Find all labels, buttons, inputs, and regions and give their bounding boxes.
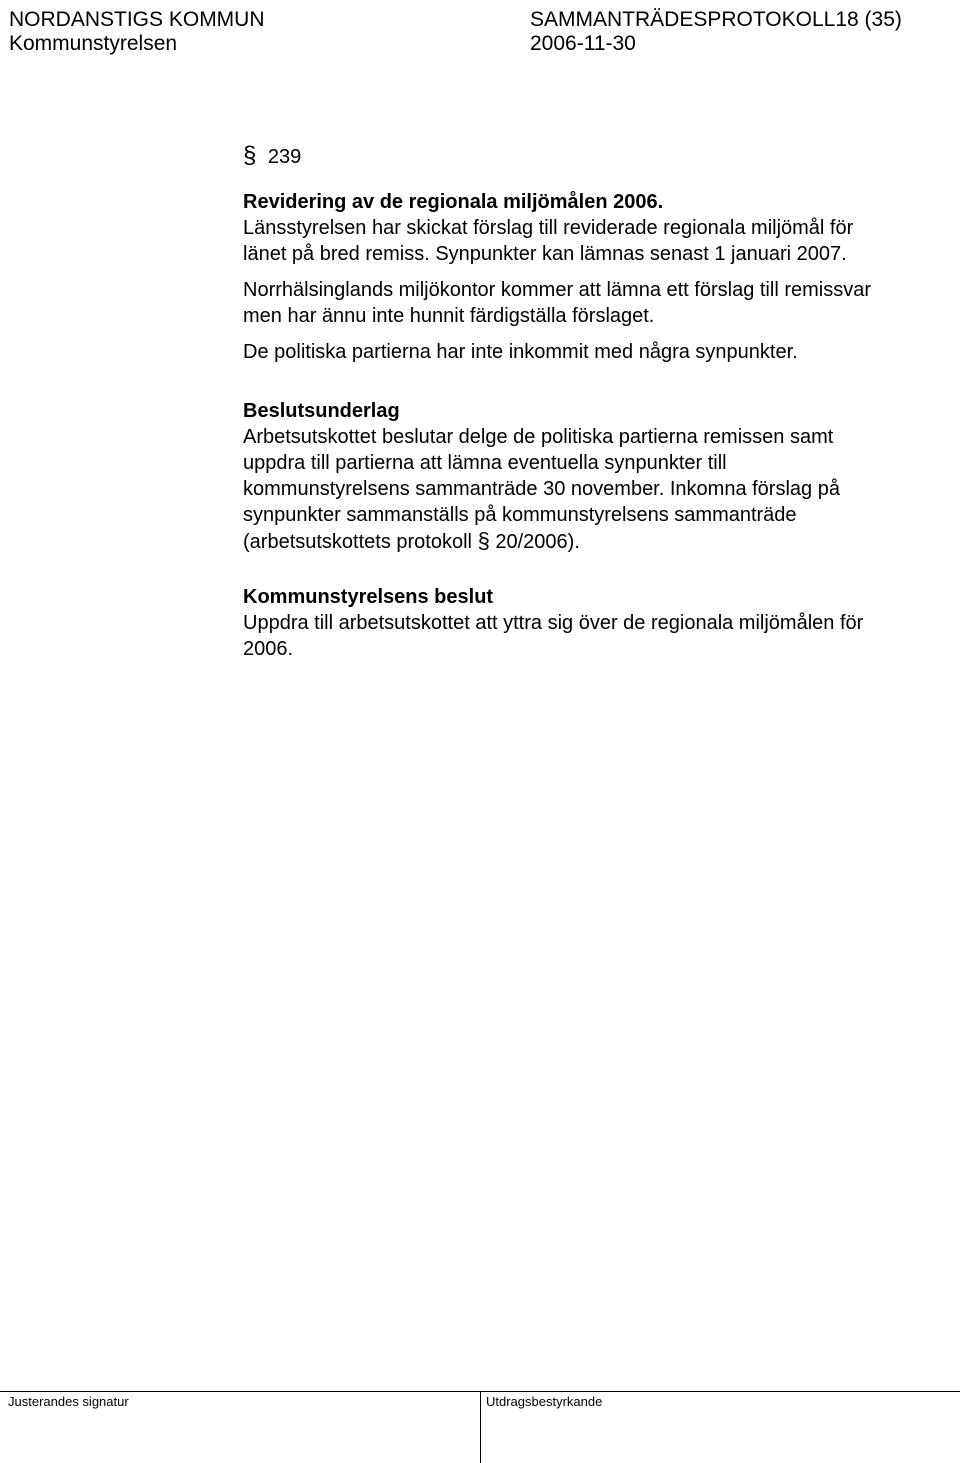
item-title: Revidering av de regionala miljömålen 2006. bbox=[243, 191, 664, 213]
parties-line: De politiska partierna har inte inkommit med några synpunkter. bbox=[243, 341, 798, 363]
section-symbol: § bbox=[477, 528, 490, 553]
decision-heading: Kommunstyrelsens beslut bbox=[243, 586, 494, 608]
footer-column-divider bbox=[480, 1391, 481, 1463]
section-symbol: § bbox=[243, 142, 257, 169]
basis-heading: Beslutsunderlag bbox=[243, 400, 400, 422]
basis-block bbox=[243, 398, 943, 555]
header-date: 2006-11-30 bbox=[530, 32, 636, 55]
basis-last-line bbox=[243, 528, 943, 555]
parties-block bbox=[243, 339, 943, 365]
header-page-number: 18 (35) bbox=[835, 8, 902, 31]
decision-line: Uppdra till arbetsutskottet att yttra sig över de regionala miljömålen för bbox=[243, 612, 864, 634]
office-line: Norrhälsinglands miljökontor kommer att lämna ett förslag till remissvar bbox=[243, 279, 871, 301]
intro-line: Länsstyrelsen har skickat förslag till reviderade regionala miljömål för bbox=[243, 217, 854, 239]
decision-line: 2006. bbox=[243, 638, 294, 660]
intro-line: länet på bred remiss. Synpunkter kan lämnas senast 1 januari 2007. bbox=[243, 243, 847, 265]
office-block bbox=[243, 277, 943, 329]
footer-extract-label: Utdragsbestyrkande bbox=[486, 1394, 603, 1409]
paragraph-number bbox=[243, 143, 301, 170]
item-block bbox=[243, 189, 943, 267]
header-doc-type-label: SAMMANTRÄDESPROTOKOLL bbox=[530, 8, 836, 31]
basis-line: kommunstyrelsens sammanträde 30 november. Inkomna förslag på bbox=[243, 478, 840, 500]
header-doc-type bbox=[530, 8, 902, 32]
header-body: Kommunstyrelsen bbox=[9, 32, 178, 55]
footer-signature-label: Justerandes signatur bbox=[8, 1394, 129, 1409]
basis-last-suffix: 20/2006). bbox=[489, 531, 580, 553]
basis-line: Arbetsutskottet beslutar delge de politiska partierna remissen samt bbox=[243, 426, 834, 448]
basis-line: synpunkter sammanställs på kommunstyrelsens sammanträde bbox=[243, 504, 797, 526]
office-line: men har ännu inte hunnit färdigställa förslaget. bbox=[243, 305, 655, 327]
basis-last-prefix: (arbetsutskottets protokoll bbox=[243, 531, 478, 553]
decision-block bbox=[243, 584, 943, 662]
paragraph-number-value: 239 bbox=[267, 146, 302, 168]
basis-line: uppdra till partierna att lämna eventuella synpunkter till bbox=[243, 452, 727, 474]
header-org: NORDANSTIGS KOMMUN bbox=[9, 8, 265, 31]
